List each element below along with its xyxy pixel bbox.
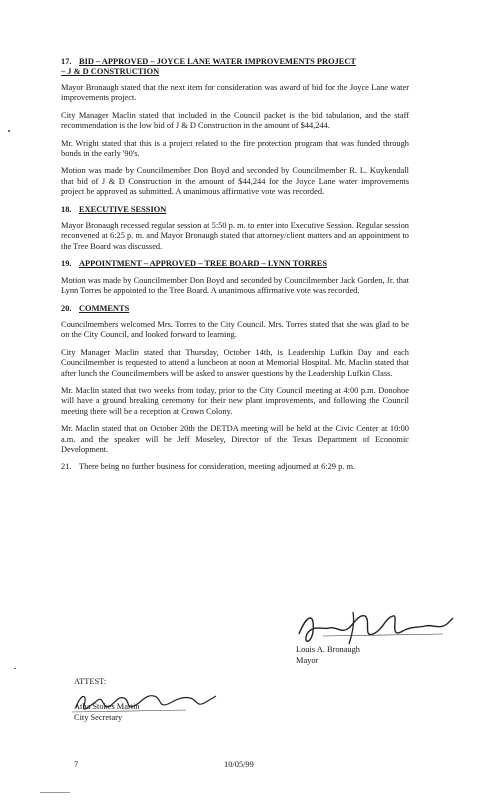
section-17-number: 17. (61, 57, 72, 66)
section-20-para-4: Mr. Maclin stated that on October 20th the DETDA meeting will be held at the Civic Center at 10:00 a.m. and the speaker will be Jeff Moseley, Director of the Texas Department of Economic Development. (61, 424, 409, 454)
section-18-para-1: Mayor Bronaugh recessed regular session at 5:50 p. m. to enter into Executive Session. Regular session reconvened at 6:25 p. m. and Mayor Bronaugh stated that attorney/client matters and an appointment to the Tree Board was discussed. (61, 221, 409, 251)
section-20-para-1: Councilmembers welcomed Mrs. Torres to the City Council. Mrs. Torres stated that she was glad to be on the City Council, and looked forward to learning. (61, 319, 409, 340)
section-21-number: 21. (61, 462, 72, 472)
scan-speck (14, 668, 16, 669)
scan-speck (8, 130, 10, 132)
section-17-heading-line2: – J & D CONSTRUCTION (61, 67, 160, 76)
section-19-number: 19. (61, 259, 72, 269)
section-19-heading (61, 259, 409, 269)
scan-speck (40, 792, 70, 793)
section-19-para-1: Motion was made by Councilmember Don Boyd and seconded by Councilmember Jack Gorden, Jr. that Lynn Torres be appointed to the Tree Board. A unanimous affirmative vote was recorded. (61, 275, 409, 296)
minutes-body (61, 57, 409, 480)
section-17-para-4: Motion was made by Councilmember Don Boyd and seconded by Councilmember R. L. Kuykendall that bid of J & D Construction in the amount of $44,244 for the Joyce Lane water improvements project be approved as submitted. A unanimous affirmative vote was recorded. (61, 166, 409, 197)
section-21 (61, 462, 409, 472)
section-20-heading (61, 304, 409, 314)
section-17-para-3: Mr. Wright stated that this is a project related to the fire protection program that was funded through bonds in the early '90's. (61, 138, 409, 159)
section-19-heading-text: APPOINTMENT – APPROVED – TREE BOARD – LYNN TORRES (79, 259, 328, 269)
mayor-title: Mayor (296, 656, 319, 665)
page-number: 7 (74, 760, 79, 769)
mayor-name: Louis A. Bronaugh (296, 645, 360, 654)
section-21-text: There being no further business for consideration, meeting adjourned at 6:29 p. m. (79, 462, 356, 472)
section-18-number: 18. (61, 204, 72, 214)
clerk-title: City Secretary (74, 713, 123, 722)
section-17-heading (61, 57, 409, 77)
section-20-heading-text: COMMENTS (79, 303, 130, 313)
section-17-para-2: City Manager Maclin stated that included in the Council packet is the bid tabulation, and the staff recommendation is the low bid of J & D Construction in the amount of $44,244. (61, 110, 409, 131)
section-18 (61, 205, 409, 253)
section-17-para-1: Mayor Bronaugh stated that the next item for consideration was award of bid for the Joyce Lane water improvements project. (61, 83, 409, 103)
section-17-heading-line1: BID – APPROVED – JOYCE LANE WATER IMPROVEMENTS PROJECT (79, 57, 357, 66)
section-20 (61, 304, 409, 456)
attest-label: ATTEST: (74, 677, 107, 686)
section-20-para-2: City Manager Maclin stated that Thursday, October 14th, is Leadership Lufkin Day and each Councilmember is requested to attend a luncheon at noon at Memorial Hospital. Mr. Maclin stated that after lunch the Councilmembers will be asked to answer questions by the Leadership Lufkin Class. (61, 347, 409, 378)
section-18-heading-text: EXECUTIVE SESSION (79, 204, 167, 214)
clerk-name: Atha Stokes Martin (74, 702, 140, 711)
section-20-para-3: Mr. Maclin stated that two weeks from today, prior to the City Council meeting at 4:00 p.m. Donohoe will have a ground breaking ceremony for their new plant improvements, and following the Council meeting there will be a reception at Crown Colony. (61, 385, 409, 416)
section-20-number: 20. (61, 303, 72, 313)
footer-date: 10/05/99 (224, 760, 254, 769)
section-19 (61, 259, 409, 296)
section-21-para-1 (61, 462, 409, 472)
section-18-heading (61, 205, 409, 215)
section-17 (61, 57, 409, 198)
